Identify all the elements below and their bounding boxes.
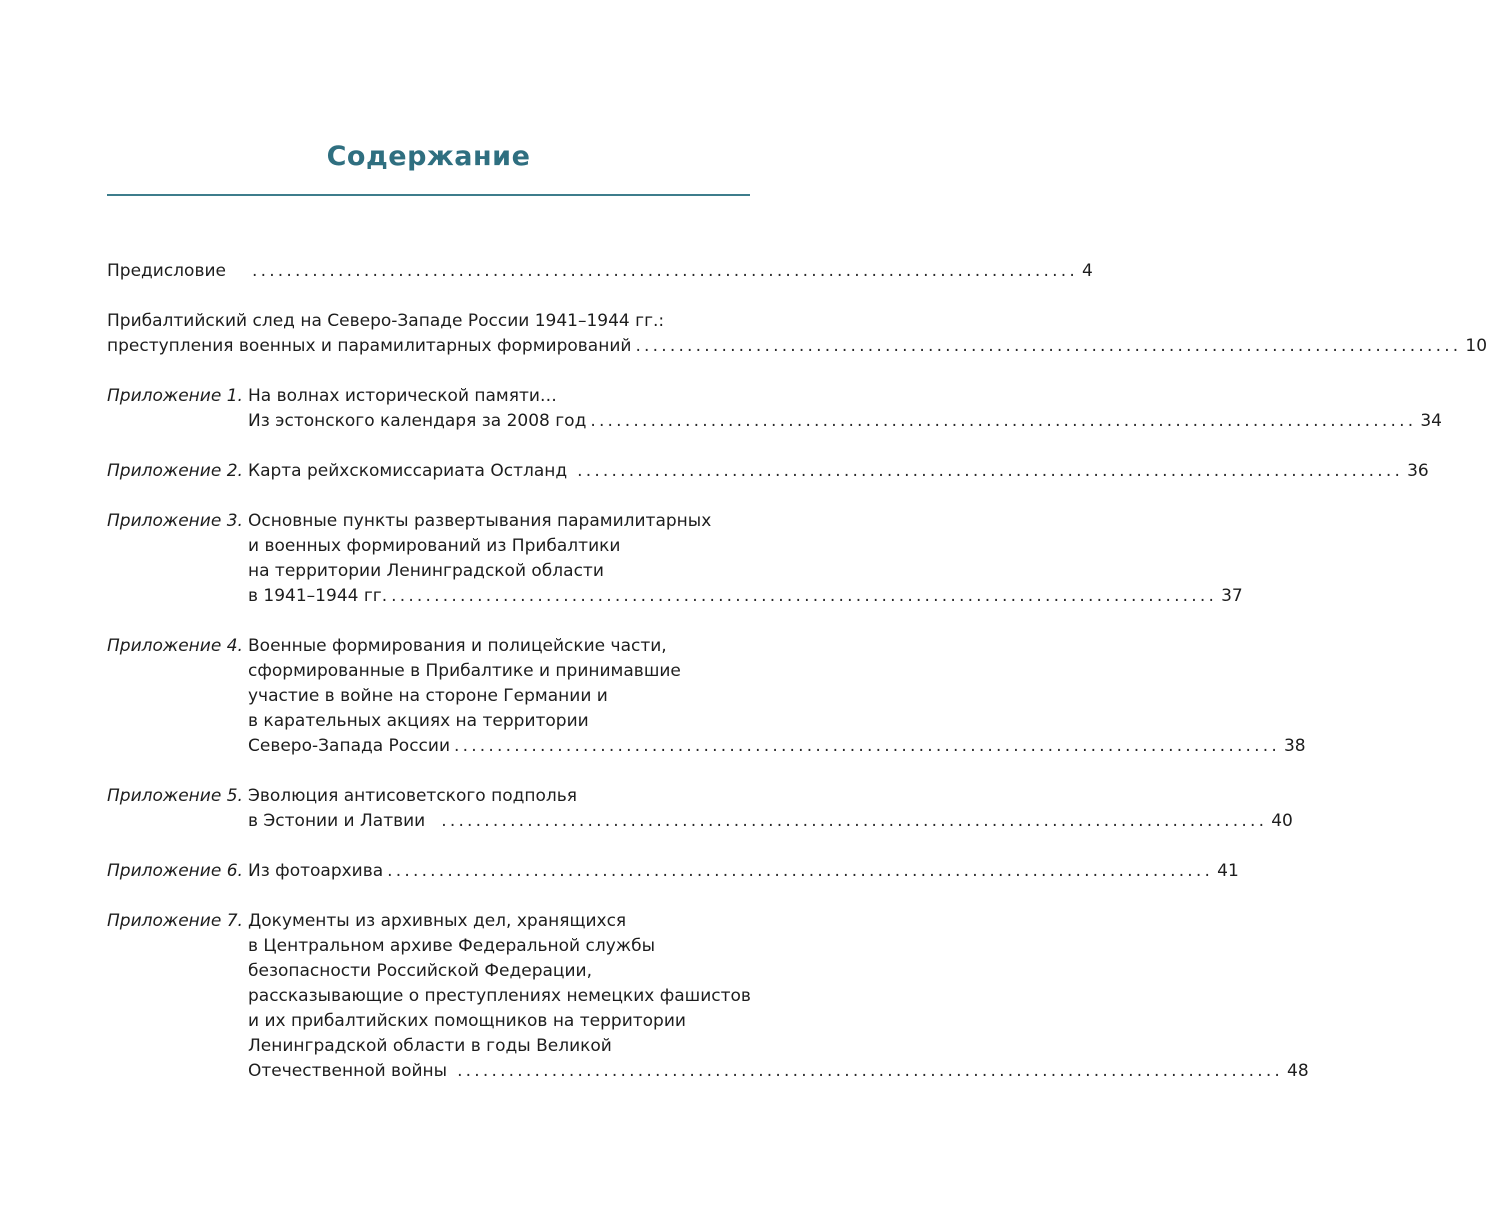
toc-entry-line: в 1941–1944 гг.	[248, 586, 388, 606]
toc-entry-last-line	[107, 334, 1487, 359]
dot-leader: ................................................................................................	[457, 1061, 1284, 1081]
toc-entry-last-line	[248, 584, 1243, 609]
toc-entry-line: в Эстонии и Латвии	[248, 811, 426, 831]
toc-entry-text	[248, 784, 1293, 834]
page-number: 41	[1217, 861, 1239, 881]
dot-leader: ................................................................................................	[590, 411, 1417, 431]
toc-entry-line: и их прибалтийских помощников на территории	[248, 1011, 686, 1031]
toc-entry-line: на территории Ленинградской области	[248, 561, 604, 581]
toc-entry-last-line	[248, 1059, 1309, 1084]
appendix-label: Приложение 6.	[107, 861, 243, 881]
toc-entry-line: На волнах исторической памяти…	[248, 386, 557, 406]
toc-entry-line: безопасности Российской Федерации,	[248, 961, 592, 981]
dot-leader: ................................................................................................	[441, 811, 1268, 831]
page-number: 40	[1271, 811, 1293, 831]
toc-entry-line: Документы из архивных дел, хранящихся	[248, 911, 627, 931]
toc-entry-last-line	[248, 459, 1429, 484]
toc-entry-last-line	[248, 409, 1442, 434]
toc-entry-text	[248, 384, 1442, 434]
toc-entry-line: и военных формирований из Прибалтики	[248, 536, 621, 556]
dot-leader: ................................................................................................	[577, 461, 1404, 481]
toc-entry-text	[107, 309, 1487, 359]
toc-entry-line: Эволюция антисоветского подполья	[248, 786, 577, 806]
appendix-label: Приложение 2.	[107, 461, 243, 481]
toc-entry-line: Из эстонского календаря за 2008 год	[248, 411, 587, 431]
toc-entry-line: Северо-Запада России	[248, 736, 450, 756]
toc-entry-line: Основные пункты развертывания парамилитарных	[248, 511, 712, 531]
toc-entry-line: преступления военных и парамилитарных формирований	[107, 336, 632, 356]
toc-entry-last-line	[107, 259, 1093, 284]
dot-leader: ................................................................................................	[251, 261, 1078, 281]
page-title: Содержание	[326, 141, 531, 172]
appendix-label: Приложение 1.	[107, 386, 243, 406]
toc-entry-line: в карательных акциях на территории	[248, 711, 589, 731]
toc-entry-line: Военные формирования и полицейские части,	[248, 636, 667, 656]
toc-entry-text	[248, 509, 1243, 609]
toc-entry-text	[248, 459, 1429, 484]
toc-entry-text	[248, 634, 1306, 759]
page-number: 36	[1407, 461, 1429, 481]
toc-entry-text	[248, 909, 1309, 1084]
dot-leader: ................................................................................................	[391, 586, 1218, 606]
toc-entry-text	[248, 859, 1239, 884]
toc-entry-last-line	[248, 734, 1306, 759]
toc-entry-line: Ленинградской области в годы Великой	[248, 1036, 612, 1056]
page-number: 10	[1465, 336, 1487, 356]
dot-leader: ................................................................................................	[387, 861, 1214, 881]
page-number: 4	[1081, 261, 1093, 281]
page-number: 48	[1287, 1061, 1309, 1081]
toc-entry-line: Из фотоархива	[248, 861, 384, 881]
toc-entry-line: в Центральном архиве Федеральной службы	[248, 936, 655, 956]
page-number: 34	[1420, 411, 1442, 431]
appendix-label: Приложение 4.	[107, 636, 243, 656]
toc-entry-last-line	[248, 859, 1239, 884]
toc-entry-last-line	[248, 809, 1293, 834]
title-divider	[107, 194, 750, 196]
dot-leader: ................................................................................................	[635, 336, 1462, 356]
page-number: 37	[1221, 586, 1243, 606]
appendix-label: Приложение 3.	[107, 511, 243, 531]
appendix-label: Приложение 7.	[107, 911, 243, 931]
appendix-label: Приложение 5.	[107, 786, 243, 806]
toc-entry-line: сформированные в Прибалтике и принимавшие	[248, 661, 681, 681]
toc-entry-line: Предисловие	[107, 261, 226, 281]
toc-entry-line: Прибалтийский след на Северо-Западе России 1941–1944 гг.:	[107, 311, 665, 331]
toc-entry-text	[107, 259, 1093, 284]
dot-leader: ................................................................................................	[454, 736, 1280, 756]
toc-entry-line: Отечественной войны	[248, 1061, 448, 1081]
toc-entry-line: участие в войне на стороне Германии и	[248, 686, 608, 706]
page-number: 38	[1283, 736, 1306, 756]
toc-entry-line: Карта рейхскомиссариата Остланд	[248, 461, 568, 481]
toc-entry-line: рассказывающие о преступлениях немецких фашистов	[248, 986, 751, 1006]
